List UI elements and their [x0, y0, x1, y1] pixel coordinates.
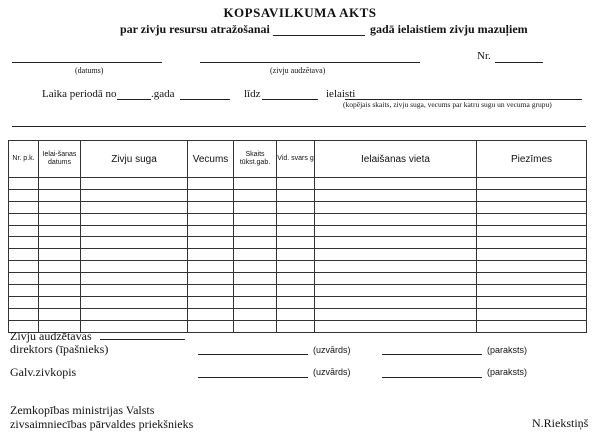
date-caption: (datums)	[75, 66, 104, 75]
table-header-row	[9, 141, 587, 178]
table-cell[interactable]	[39, 249, 81, 261]
col-header-species: Zivju suga	[81, 141, 188, 178]
table-cell[interactable]	[188, 189, 234, 201]
table-row	[9, 225, 587, 237]
table-cell[interactable]	[188, 296, 234, 308]
table-cell[interactable]	[234, 213, 277, 225]
number-label: Nr.	[477, 50, 491, 62]
accountant-signature-caption: (paraksts)	[487, 367, 528, 377]
table-cell[interactable]	[81, 178, 188, 190]
table-cell[interactable]	[234, 320, 277, 332]
table-cell[interactable]	[188, 237, 234, 249]
table-cell[interactable]	[477, 308, 587, 320]
table-cell[interactable]	[9, 273, 39, 285]
table-cell[interactable]	[315, 225, 477, 237]
table-cell[interactable]	[315, 320, 477, 332]
table-cell[interactable]	[315, 189, 477, 201]
table-cell[interactable]	[188, 273, 234, 285]
table-cell[interactable]	[39, 296, 81, 308]
table-cell[interactable]	[277, 261, 315, 273]
table-cell[interactable]	[277, 178, 315, 190]
table-cell[interactable]	[234, 308, 277, 320]
col-header-count: Skaits tūkst.gab.	[234, 141, 277, 178]
table-cell[interactable]	[277, 237, 315, 249]
table-cell[interactable]	[315, 237, 477, 249]
table-row	[9, 178, 587, 190]
table-cell[interactable]	[39, 308, 81, 320]
table-cell[interactable]	[39, 178, 81, 190]
period-from-date[interactable]	[180, 99, 230, 100]
ministry-line-2: zivsaimniecības pārvaldes priekšnieks	[10, 417, 194, 431]
table-cell[interactable]	[477, 296, 587, 308]
table-cell[interactable]	[315, 308, 477, 320]
table-cell[interactable]	[9, 249, 39, 261]
table-cell[interactable]	[39, 261, 81, 273]
table-cell[interactable]	[188, 261, 234, 273]
table-cell[interactable]	[81, 285, 188, 297]
table-cell[interactable]	[477, 201, 587, 213]
table-cell[interactable]	[188, 249, 234, 261]
period-from-year[interactable]	[117, 99, 151, 100]
table-cell[interactable]	[315, 261, 477, 273]
table-cell[interactable]	[315, 178, 477, 190]
table-cell[interactable]	[277, 296, 315, 308]
table-cell[interactable]	[234, 273, 277, 285]
table-cell[interactable]	[477, 213, 587, 225]
table-cell[interactable]	[234, 249, 277, 261]
table-cell[interactable]	[477, 285, 587, 297]
director-surname-field[interactable]	[198, 354, 308, 355]
table-cell[interactable]	[81, 273, 188, 285]
col-header-nr: Nr. p.k.	[9, 141, 39, 178]
col-header-notes: Piezīmes	[477, 141, 587, 178]
director-surname-caption: (uzvārds)	[313, 345, 351, 355]
table-cell[interactable]	[81, 189, 188, 201]
table-cell[interactable]	[315, 273, 477, 285]
table-cell[interactable]	[315, 249, 477, 261]
table-cell[interactable]	[277, 201, 315, 213]
table-cell[interactable]	[81, 296, 188, 308]
table-cell[interactable]	[477, 237, 587, 249]
table-row	[9, 249, 587, 261]
table-cell[interactable]	[234, 296, 277, 308]
table-cell[interactable]	[9, 237, 39, 249]
table-cell[interactable]	[234, 261, 277, 273]
release-table	[8, 140, 587, 333]
table-cell[interactable]	[315, 201, 477, 213]
period-released-label: ielaisti	[326, 88, 356, 100]
period-year-label: .gada	[151, 88, 175, 100]
director-label-1: Zivju audzētavas	[10, 329, 92, 343]
table-cell[interactable]	[315, 296, 477, 308]
table-row	[9, 237, 587, 249]
table-cell[interactable]	[477, 273, 587, 285]
table-cell[interactable]	[277, 249, 315, 261]
table-cell[interactable]	[234, 285, 277, 297]
table-cell[interactable]	[81, 213, 188, 225]
table-cell[interactable]	[234, 189, 277, 201]
table-cell[interactable]	[9, 261, 39, 273]
table-cell[interactable]	[188, 320, 234, 332]
table-cell[interactable]	[9, 189, 39, 201]
period-prefix: Laika periodā no	[42, 88, 117, 100]
col-header-age: Vecums	[188, 141, 234, 178]
director-name-line[interactable]	[100, 339, 185, 340]
table-cell[interactable]	[234, 225, 277, 237]
number-field[interactable]	[495, 62, 543, 63]
table-row	[9, 273, 587, 285]
document-title: KOPSAVILKUMA AKTS	[223, 5, 377, 20]
table-cell[interactable]	[277, 225, 315, 237]
table-cell[interactable]	[39, 285, 81, 297]
table-cell[interactable]	[277, 273, 315, 285]
accountant-label: Galv.zivkopis	[10, 365, 77, 379]
ministry-line-1: Zemkopības ministrijas Valsts	[10, 403, 155, 417]
table-cell[interactable]	[477, 249, 587, 261]
table-cell[interactable]	[39, 189, 81, 201]
breeder-caption: (zivju audzētava)	[270, 66, 326, 75]
date-field[interactable]	[12, 62, 162, 63]
table-cell[interactable]	[81, 320, 188, 332]
table-cell[interactable]	[188, 285, 234, 297]
col-header-place: Ielaišanas vieta	[315, 141, 477, 178]
table-cell[interactable]	[9, 308, 39, 320]
table-cell[interactable]	[477, 178, 587, 190]
director-label-2: direktors (īpašnieks)	[10, 342, 109, 356]
director-signature-field[interactable]	[382, 354, 482, 355]
table-cell[interactable]	[477, 189, 587, 201]
table-cell[interactable]	[81, 261, 188, 273]
table-cell[interactable]	[9, 213, 39, 225]
table-cell[interactable]	[477, 225, 587, 237]
table-cell[interactable]	[9, 178, 39, 190]
table-cell[interactable]	[315, 285, 477, 297]
accountant-surname-field[interactable]	[198, 377, 308, 378]
table-cell[interactable]	[9, 296, 39, 308]
table-cell[interactable]	[188, 308, 234, 320]
table-cell[interactable]	[9, 225, 39, 237]
table-cell[interactable]	[81, 237, 188, 249]
col-header-date: Ielai-šanas datums	[39, 141, 81, 178]
signer-name: N.Riekstiņš	[532, 416, 589, 430]
table-body	[9, 178, 587, 333]
breeder-field[interactable]	[200, 62, 420, 63]
table-row	[9, 261, 587, 273]
table-cell[interactable]	[188, 213, 234, 225]
table-cell[interactable]	[234, 201, 277, 213]
table-cell[interactable]	[234, 237, 277, 249]
table-cell[interactable]	[81, 249, 188, 261]
table-cell[interactable]	[39, 225, 81, 237]
table-cell[interactable]	[81, 201, 188, 213]
table-cell[interactable]	[277, 320, 315, 332]
subtitle-right: gadā ielaistiem zivju mazuļiem	[370, 22, 528, 36]
table-cell[interactable]	[9, 201, 39, 213]
table-cell[interactable]	[277, 308, 315, 320]
table-row	[9, 308, 587, 320]
subtitle-left: par zivju resursu atražošanai	[120, 22, 270, 36]
table-cell[interactable]	[188, 201, 234, 213]
table-cell[interactable]	[477, 320, 587, 332]
table-cell[interactable]	[234, 178, 277, 190]
table-row	[9, 201, 587, 213]
table-cell[interactable]	[188, 178, 234, 190]
table-cell[interactable]	[9, 285, 39, 297]
table-cell[interactable]	[277, 189, 315, 201]
period-until-date[interactable]	[262, 99, 318, 100]
table-row	[9, 320, 587, 332]
table-row	[9, 285, 587, 297]
table-cell[interactable]	[188, 225, 234, 237]
table-cell[interactable]	[39, 213, 81, 225]
table-row	[9, 296, 587, 308]
table-row	[9, 213, 587, 225]
table-cell[interactable]	[315, 213, 477, 225]
year-fill-line[interactable]	[273, 35, 365, 36]
table-cell[interactable]	[39, 237, 81, 249]
table-row	[9, 189, 587, 201]
accountant-signature-field[interactable]	[382, 377, 482, 378]
table-cell[interactable]	[477, 261, 587, 273]
accountant-surname-caption: (uzvārds)	[313, 367, 351, 377]
table-cell[interactable]	[81, 225, 188, 237]
species-caption: (kopējais skaits, zivju suga, vecums par katru sugu un vecuma grupu)	[343, 100, 552, 109]
table-cell[interactable]	[277, 213, 315, 225]
director-signature-caption: (paraksts)	[487, 345, 528, 355]
col-header-weight: Vid. svars g	[277, 141, 315, 178]
table-cell[interactable]	[81, 308, 188, 320]
table-cell[interactable]	[39, 201, 81, 213]
table-cell[interactable]	[39, 273, 81, 285]
released-field-2[interactable]	[12, 126, 586, 127]
period-until-label: līdz	[244, 88, 261, 100]
table-cell[interactable]	[277, 285, 315, 297]
